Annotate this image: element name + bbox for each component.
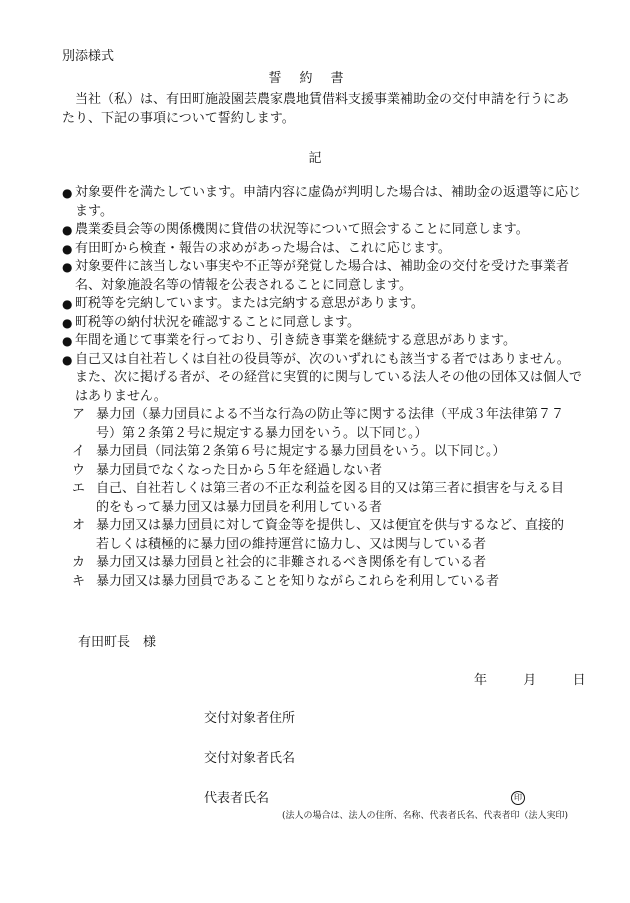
footnote: (法人の場合は、法人の住所、名称、代表者氏名、代表者印（法人実印) (282, 811, 569, 821)
clause-list (62, 184, 582, 591)
clause-text: 自己又は自社若しくは自社の役員等が、次のいずれにも該当する者ではありません。 (75, 351, 570, 367)
clause-item (62, 258, 582, 295)
clause-item (62, 221, 582, 240)
date-month: 月 (523, 673, 537, 688)
intro-paragraph: 当社（私）は、有田町施設園芸農家農地賃借料支援事業補助金の交付申請を行うにあたり、下記の事項について誓約します。 (62, 92, 570, 126)
form-label: 別添様式 (62, 49, 115, 64)
clause-note: また、次に掲げる者が、その経営に実質的に関与している法人その他の団体又は個人ではありません。 (75, 370, 583, 404)
recipient-name-label: 交付対象者氏名 (204, 751, 296, 766)
clause-text: 対象要件を満たしています。申請内容に虚偽が判明した場合は、補助金の返還等に応じます。 (75, 185, 581, 219)
clause-item (62, 184, 582, 221)
subitem-text: 暴力団（暴力団員による不当な行為の防止等に関する法律（平成３年法律第７７号）第２条第２号に規定する暴力団をいう。以下同じ。） (96, 407, 565, 441)
clause-item (62, 240, 582, 259)
subitem-marker: ア (72, 407, 86, 422)
bullet-icon: ● (62, 315, 73, 330)
subitem-text: 暴力団又は暴力団員に対して資金等を提供し、又は便宜を供与するなど、直接的若しくは積極的に暴力団の維持運営に協力し、又は関与している者 (96, 518, 565, 552)
clause-item (62, 314, 582, 333)
bullet-icon: ● (62, 334, 73, 348)
representative-name-label: 代表者氏名 (204, 791, 270, 806)
bullet-icon: ● (62, 297, 73, 311)
date-year: 年 (474, 673, 488, 688)
clause-text: 対象要件に該当しない事実や不正等が発覚した場合は、補助金の交付を受けた事業者名、対象施設名等の情報を公表されることに同意します。 (75, 259, 570, 293)
document-title: 誓約書 (268, 71, 362, 86)
subitem-text: 自己、自社若しくは第三者の不正な利益を図る目的又は第三者に損害を与える目的をもって暴力団又は暴力団員を利用している者 (96, 481, 565, 515)
subitem-marker: オ (72, 518, 86, 533)
subitem-marker: エ (72, 481, 86, 496)
clause-text: 農業委員会等の関係機関に貸借の状況等について照会することに同意します。 (75, 222, 529, 237)
subitem-marker: イ (72, 444, 86, 459)
recipient-address-label: 交付対象者住所 (204, 711, 296, 726)
subitem (62, 573, 582, 592)
clause-text: 年間を通じて事業を行っており、引き続き事業を継続する意思があります。 (75, 333, 516, 348)
date-day: 日 (572, 673, 586, 688)
clause-item (62, 295, 582, 314)
clause-text: 町税等を完納しています。または完納する意思があります。 (75, 296, 424, 311)
clause-text: 有田町から検査・報告の求めがあった場合は、これに応じます。 (75, 240, 451, 256)
subitem-marker: キ (72, 573, 86, 589)
subitem (62, 443, 582, 462)
clause-item (62, 351, 582, 370)
subitem (62, 517, 582, 554)
subitem (62, 480, 582, 517)
seal-mark: 印 (511, 791, 525, 805)
ki-heading: 記 (308, 151, 322, 166)
subitem (62, 406, 582, 443)
bullet-icon: ● (62, 186, 73, 200)
subitem (62, 554, 582, 573)
clause-text: 町税等の納付状況を確認することに同意します。 (75, 314, 360, 330)
subitem-text: 暴力団員でなくなった日から５年を経過しない者 (96, 462, 383, 478)
bullet-icon: ● (62, 241, 73, 256)
subitem-text: 暴力団又は暴力団員であることを知りながらこれらを利用している者 (96, 573, 500, 589)
subitem-container (62, 406, 582, 591)
subitem-marker: カ (72, 555, 86, 570)
subitem-text: 暴力団又は暴力団員と社会的に非難されるべき関係を有している者 (96, 555, 487, 570)
subitem (62, 462, 582, 481)
date-line (474, 672, 586, 690)
bullet-icon: ● (62, 352, 73, 367)
subitem-marker: ウ (72, 462, 86, 478)
addressee: 有田町長 様 (78, 635, 157, 650)
bullet-icon: ● (62, 260, 73, 274)
bullet-icon: ● (62, 223, 73, 237)
subitem-text: 暴力団員（同法第２条第６号に規定する暴力団員をいう。以下同じ。） (96, 444, 506, 459)
clause-item (62, 332, 582, 351)
subitem-list (62, 406, 582, 591)
